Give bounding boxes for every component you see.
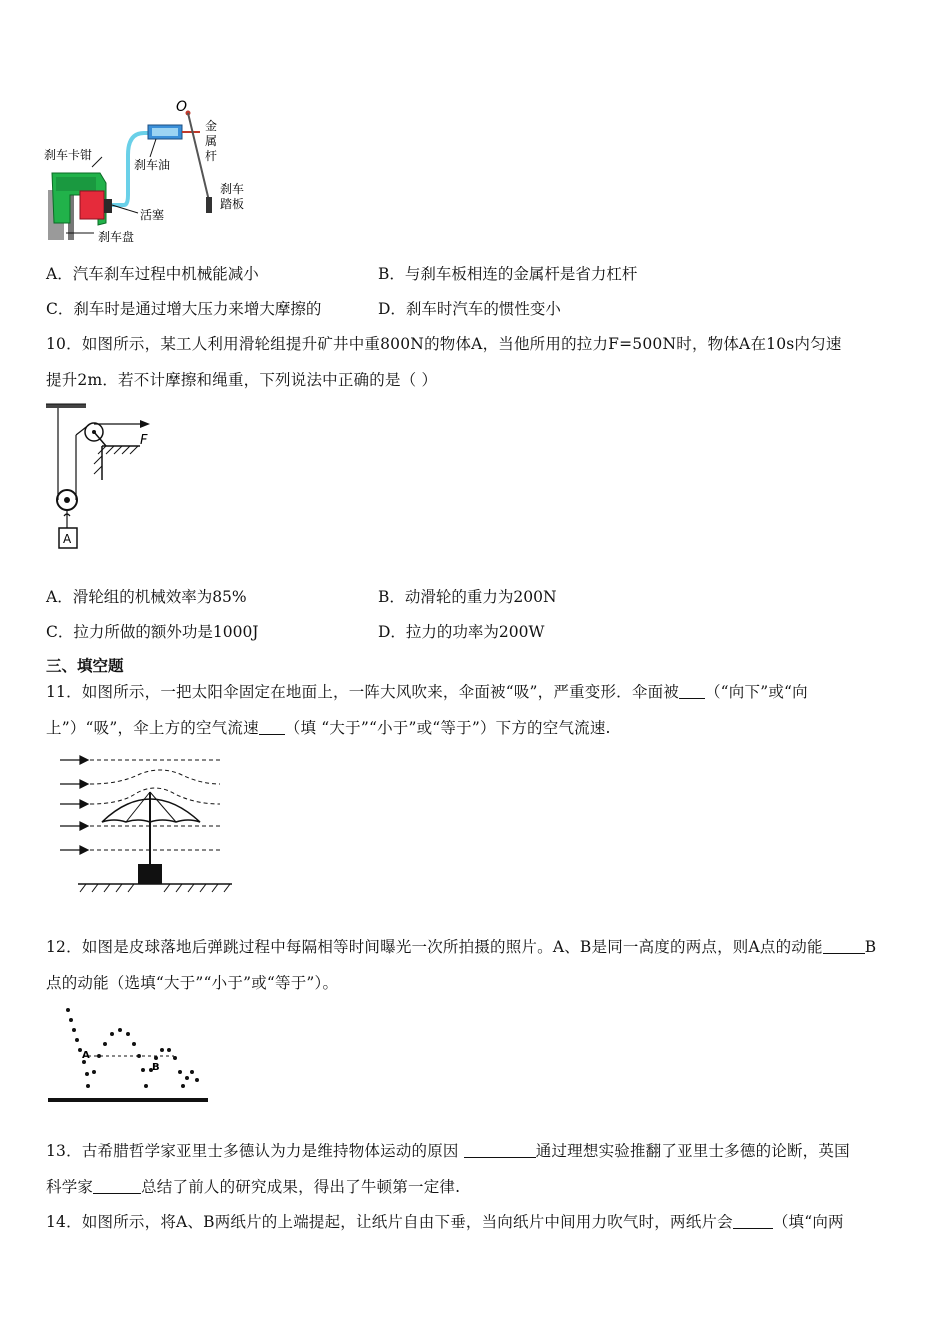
svg-text:金: 金 [205, 119, 218, 133]
q11-blank-2[interactable] [259, 720, 285, 735]
q11-stem-line2: 上”）“吸”，伞上方的空气流速 （填 “大于”“小于”或“等于”）下方的空气流速. [46, 719, 611, 737]
ground [48, 1098, 208, 1102]
bouncing-ball-diagram [44, 1000, 214, 1110]
q13-blank-1[interactable] [464, 1143, 536, 1158]
q14-stem-line1: 14．如图所示，将A、B两纸片的上端提起，让纸片自由下垂，当向纸片中间用力吹气时，两纸片会 （填“向两 [46, 1213, 844, 1231]
svg-text:刹车: 刹车 [220, 182, 245, 196]
q14-blank[interactable] [733, 1214, 773, 1229]
q11-stem-line1: 11．如图所示，一把太阳伞固定在地面上，一阵大风吹来，伞面被“吸”，严重变形．伞面被 （“向下”或“向 [46, 683, 808, 701]
label-pivot: O [176, 99, 188, 115]
label-caliper: 刹车卡钳 [44, 148, 93, 162]
label-rod [205, 118, 217, 163]
svg-text:杆: 杆 [205, 149, 218, 163]
q12-blank[interactable] [823, 939, 865, 954]
q12-stem-line2: 点的动能（选填“大于”“小于”或“等于”）。 [46, 974, 339, 992]
q11-blank-1[interactable] [679, 684, 705, 699]
force-arrow [140, 420, 150, 428]
q13-stem-line2: 科学家 总结了前人的研究成果，得出了牛顿第一定律. [46, 1178, 461, 1196]
q13-stem-line1: 13．古希腊哲学家亚里士多德认为力是维持物体运动的原因 通过理想实验推翻了亚里士多德的论断，英国 [46, 1142, 850, 1160]
svg-text:踏板: 踏板 [220, 197, 245, 211]
point-a-label: A [82, 1050, 90, 1061]
q9-option-d: D．刹车时汽车的惯性变小 [378, 300, 561, 318]
label-pedal [220, 182, 244, 211]
umbrella-base [138, 864, 162, 884]
svg-text:A: A [63, 532, 72, 546]
force-label: F [140, 433, 148, 448]
section-heading: 三、填空题 [46, 656, 124, 675]
q10-option-c: C．拉力所做的额外功是1000J [46, 623, 259, 641]
q13-blank-2[interactable] [93, 1179, 141, 1194]
q10-stem-line2: 提升2m．若不计摩擦和绳重，下列说法中正确的是（ ） [46, 371, 438, 389]
label-oil: 刹车油 [134, 158, 171, 172]
brake-pedal [206, 197, 212, 213]
q9-option-b: B．与刹车板相连的金属杆是省力杠杆 [378, 265, 638, 283]
q10-stem-line1: 10．如图所示，某工人利用滑轮组提升矿井中重800N的物体A，当他所用的拉力F=500N时，物体A在10s内匀速 [46, 335, 842, 353]
q12-stem-line1: 12．如图是皮球落地后弹跳过程中每隔相等时间曝光一次所拍摄的照片。A、B是同一高度的两点，则A点的动能 B [46, 938, 877, 956]
q10-option-d: D．拉力的功率为200W [378, 623, 545, 641]
point-b-label: B [152, 1062, 160, 1073]
brake-piston [80, 191, 104, 219]
q10-option-a: A．滑轮组的机械效率为85% [46, 588, 247, 606]
q10-option-b: B．动滑轮的重力为200N [378, 588, 557, 606]
q9-option-c: C．刹车时是通过增大压力来增大摩擦的 [46, 300, 322, 318]
label-disc: 刹车盘 [98, 230, 135, 244]
q9-option-a: A．汽车刹车过程中机械能减小 [46, 265, 259, 283]
label-piston: 活塞 [140, 208, 165, 222]
brake-diagram [40, 95, 270, 250]
pulley-diagram [40, 400, 170, 555]
umbrella-diagram [50, 748, 240, 898]
svg-text:属: 属 [205, 134, 218, 148]
